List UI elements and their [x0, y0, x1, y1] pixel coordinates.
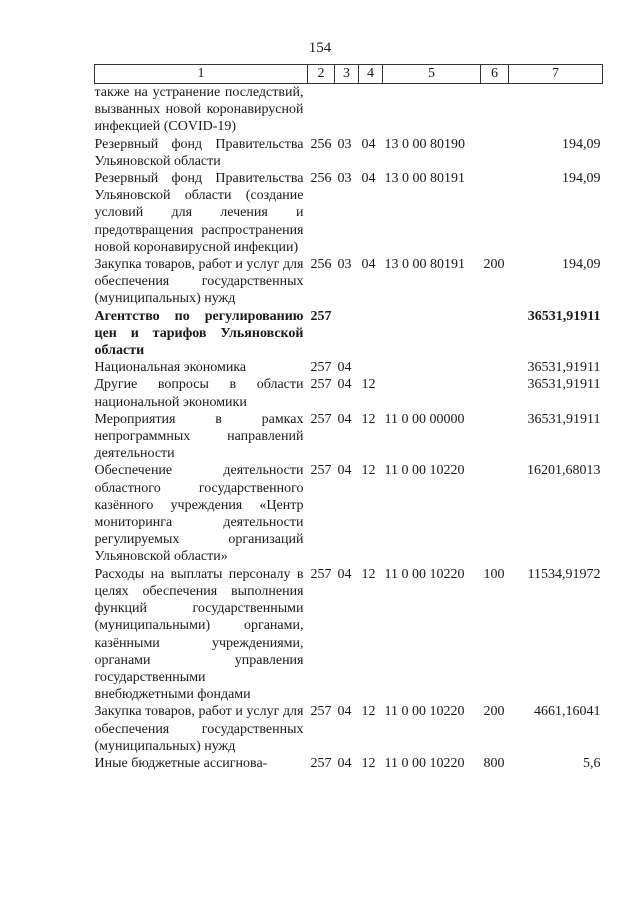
row-sum: 36531,91911: [527, 411, 601, 427]
row-csr: [383, 359, 481, 376]
row-pr: 12: [361, 704, 376, 720]
row-csr: [383, 308, 481, 360]
row-rz: 04: [337, 704, 352, 720]
row-name: Расходы на выплаты персоналу в целях обеспечения выполнения функций государственными (муниципальными) органами, казёнными учреждениями, органами управления государственными внебюджетными фондами: [94, 566, 304, 703]
row-gr: 257: [310, 377, 332, 393]
row-sum: 194,09: [562, 136, 601, 152]
row-pr: [359, 308, 383, 360]
row-name: Другие вопросы в области национальной экономики: [94, 377, 304, 410]
row-csr: 11 0 00 10220: [384, 566, 465, 582]
row-csr: [383, 376, 481, 410]
row-vr: [481, 170, 509, 256]
row-gr: 257: [310, 755, 332, 771]
header-col-3: 3: [335, 65, 359, 84]
row-rz: 04: [337, 755, 352, 771]
row-csr: [383, 84, 481, 136]
row-vr: [481, 136, 509, 170]
row-sum: 11534,91972: [527, 566, 601, 582]
row-gr: [308, 84, 335, 136]
table-row: [95, 256, 603, 308]
row-sum: [509, 84, 603, 136]
table-row: [95, 136, 603, 170]
budget-table: [94, 64, 603, 772]
header-col-7: 7: [509, 65, 603, 84]
row-csr: 13 0 00 80190: [384, 136, 465, 152]
row-vr: 800: [483, 755, 505, 771]
table-row: [95, 411, 603, 463]
row-name: Мероприятия в рамках непрограммных направлений деятельности: [94, 411, 304, 462]
table-row: [95, 170, 603, 256]
row-csr: 13 0 00 80191: [384, 171, 465, 187]
header-col-5: 5: [383, 65, 481, 84]
row-vr: [481, 359, 509, 376]
row-csr: 11 0 00 10220: [384, 704, 465, 720]
header-col-4: 4: [359, 65, 383, 84]
header-col-1: 1: [95, 65, 308, 84]
row-gr: 256: [310, 171, 332, 187]
table-row: [95, 308, 603, 360]
row-name: также на устранение последствий, вызванных новой коронавирусной инфекцией (COVID-19): [94, 85, 304, 135]
page-number: 154: [308, 40, 332, 56]
row-sum: 36531,91911: [527, 308, 601, 324]
row-name: Агентство по регулированию цен и тарифов Ульяновской области: [94, 308, 304, 359]
table-row: [95, 84, 603, 136]
header-col-2: 2: [308, 65, 335, 84]
row-gr: 257: [310, 360, 332, 376]
row-pr: 12: [361, 755, 376, 771]
row-sum: 5,6: [583, 755, 601, 771]
row-pr: 12: [361, 566, 376, 582]
row-rz: 04: [337, 566, 352, 582]
row-name: Резервный фонд Правительства Ульяновской области: [94, 136, 304, 169]
row-gr: 256: [310, 136, 332, 152]
row-vr: [481, 462, 509, 565]
row-vr: [481, 376, 509, 410]
row-gr: 257: [310, 463, 332, 479]
row-rz: [335, 84, 359, 136]
row-rz: 04: [337, 377, 352, 393]
row-gr: 257: [310, 566, 332, 582]
row-pr: 12: [361, 411, 376, 427]
row-rz: 04: [337, 463, 352, 479]
row-vr: 100: [483, 566, 505, 582]
row-pr: 04: [361, 171, 376, 187]
row-vr: [481, 411, 509, 463]
row-sum: 4661,16041: [534, 704, 601, 720]
row-csr: 11 0 00 10220: [384, 463, 465, 479]
table-header: [95, 65, 603, 84]
row-rz: 03: [337, 257, 352, 273]
row-sum: 16201,68013: [527, 463, 601, 479]
row-csr: 11 0 00 00000: [384, 411, 465, 427]
row-name: Национальная экономика: [94, 360, 247, 376]
row-rz: [335, 308, 359, 360]
row-name: Обеспечение деятельности областного государственного казённого учреждения «Центр мониторинга деятельности регулируемых организаций Ульяновской области»: [94, 463, 304, 565]
header-col-6: 6: [481, 65, 509, 84]
table-row: [95, 462, 603, 565]
row-gr: 256: [310, 257, 332, 273]
row-name: Закупка товаров, работ и услуг для обеспечения государственных (муниципальных) нужд: [94, 257, 304, 307]
row-name: Резервный фонд Правительства Ульяновской области (создание условий для лечения и предотвращения распространения новой коронавирусной инфекции): [94, 171, 304, 255]
row-sum: 194,09: [562, 171, 601, 187]
row-name: Иные бюджетные ассигнова-: [94, 755, 268, 771]
row-pr: 12: [361, 377, 376, 393]
row-rz: 04: [337, 360, 352, 376]
row-name: Закупка товаров, работ и услуг для обеспечения государственных (муниципальных) нужд: [94, 704, 304, 754]
row-csr: 13 0 00 80191: [384, 257, 465, 273]
row-vr: [481, 308, 509, 360]
table-row: [95, 703, 603, 755]
row-gr: 257: [310, 308, 332, 324]
row-pr: 12: [361, 463, 376, 479]
row-gr: 257: [310, 411, 332, 427]
table-row: [95, 359, 603, 376]
row-sum: 194,09: [562, 257, 601, 273]
table-row: [95, 566, 603, 704]
row-pr: [359, 84, 383, 136]
row-sum: 36531,91911: [527, 377, 601, 393]
row-pr: [359, 359, 383, 376]
table-body: [95, 84, 603, 773]
row-vr: 200: [483, 704, 505, 720]
row-pr: 04: [361, 136, 376, 152]
row-rz: 03: [337, 136, 352, 152]
row-vr: 200: [483, 257, 505, 273]
row-vr: [481, 84, 509, 136]
row-rz: 03: [337, 171, 352, 187]
table-row: [95, 376, 603, 410]
row-pr: 04: [361, 257, 376, 273]
row-sum: 36531,91911: [527, 360, 601, 376]
row-gr: 257: [310, 704, 332, 720]
header-row: [95, 65, 603, 84]
row-rz: 04: [337, 411, 352, 427]
row-csr: 11 0 00 10220: [384, 755, 465, 771]
table-row: [95, 755, 603, 772]
